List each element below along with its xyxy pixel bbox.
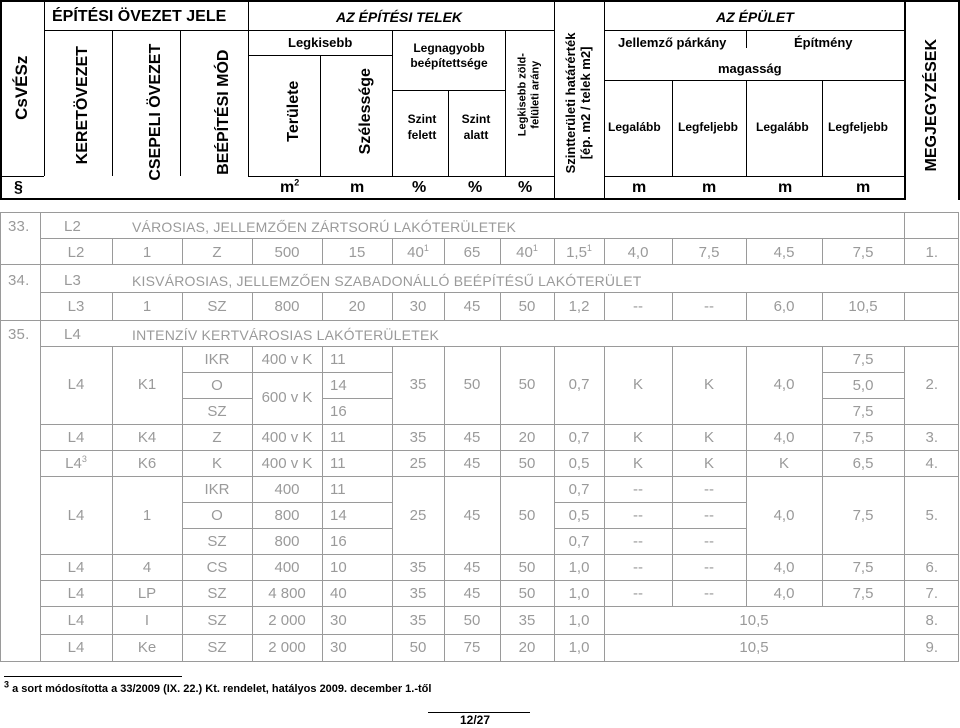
header-legfeljebb-2: Legfeljebb: [828, 120, 889, 134]
header-epitesi-ovezet-jele: ÉPÍTÉSI ÖVEZET JELE: [52, 8, 227, 25]
unit-m-d: m: [856, 179, 871, 196]
header-szelessege: Szélessége: [356, 68, 374, 155]
page-number: 12/27: [460, 713, 491, 727]
header-csvesz: CsVÉSz: [12, 55, 32, 120]
header-legalabb-1: Legalább: [608, 120, 661, 134]
footnote-rule: [4, 676, 182, 677]
unit-m-a: m: [632, 179, 647, 196]
header-beepitesi-mod: BEÉPÍTÉSI MÓD: [214, 49, 232, 175]
header-legkisebb: Legkisebb: [288, 35, 353, 50]
header-legnagyobb-beepitettseg: Legnagyobb beépítettsége: [410, 41, 488, 70]
header-jellemzo-parkany: Jellemző párkány: [618, 35, 727, 50]
header-legalabb-2: Legalább: [756, 120, 809, 134]
header-szint-alatt: Szint alatt: [461, 112, 491, 142]
header-zoldfelulet: Legkisebb zöld- felületi arány: [516, 53, 541, 137]
unit-m-b: m: [702, 179, 717, 196]
header-csepeli-ovezet: CSEPELI ÖVEZET: [146, 43, 164, 181]
unit-pct-1: %: [412, 179, 427, 196]
header-magassag: magasság: [718, 61, 782, 76]
header-legfeljebb-1: Legfeljebb: [678, 120, 739, 134]
header-epitmeny: Építmény: [794, 35, 853, 50]
header-az-epitesi-telek: AZ ÉPÍTÉSI TELEK: [336, 9, 463, 25]
header-megjegyzesek: MEGJEGYZÉSEK: [922, 38, 940, 172]
header-szintteruleti: Szintterületi határérték [ép. m2 / telek m2]: [563, 32, 593, 174]
document-page: CsVÉSz ÉPÍTÉSI ÖVEZET JELE KERETÖVEZET CSEPELI ÖVEZET BEÉPÍTÉSI MÓD AZ ÉPÍTÉSI TELEK Legkisebb Területe Szélessége Legnagyobb beépítettsége Szint felett Szint alatt Legkisebb zöld- felületi arány Szintterületi határérték [ép. m2 / telek m2] AZ ÉPÜLET Jellemző párkány Építmény magasság Legalább Legfeljebb Legalább Legfeljebb MEGJEGYZÉSEK § $m^2$ m % % % m m m m 33. L2 VÁROSIAS, JELLEMZŐEN ZÁRTSORÚ LAKÓTERÜLETEK 34. L3 KISVÁROSIAS, JELLEMZŐEN SZABADONÁLLÓ BEÉPÍTÉSŰ LAKÓTERÜLET 35. L4 INTENZÍV KERTVÁROSIAS LAKÓTERÜLETEK L2 1 Z 500 15 $40^1$ 65 $40^1$ $1,5^1$ 4,0 7,5 4,5 7,5 1. L3 1 SZ 800 20 30 45 50 1,2 -- -- 6,0 10,5 L4 K1 IKR O SZ 400 v K 600 v K 11 14 16 35 50 50 0,7 K K 4,0 7,5 5,0 7,5 2. L4 K4 Z 400 v K 11 35 45 20 0,7 K K 4,0 7,5 3. $L4^3$ K6 K 400 v K 11 25 45 50 0,5 K K K 6,5 4. L4 1 IKR O SZ 400 800 800 11 14 16 25 45 50 0,7 0,5 0,7 -- -- -- -- -- -- 4,0 7,5 5. L4 4 CS 400 10 35 45 50 1,0 -- -- 4,0 7,5 6. L4 LP SZ 4 800 40 35 45 50 1,0 -- -- 4,0 7,5 7. L4 I SZ 2 000 30 35 50 35 1,0 10,5 8. L4 Ke SZ 2 000 30 50 75 20 1,0 10,5 9. $^3$ a sort módosította a 33/2009 (IX. 22.) Kt. rendelet, hatályos 2009. december 1.-től 12/27: [0, 0, 960, 728]
unit-m2: $m^2$: [280, 177, 300, 196]
header-az-epulet: AZ ÉPÜLET: [716, 9, 794, 25]
header-terulete: Területe: [284, 80, 302, 142]
header-keretovezet: KERETÖVEZET: [73, 46, 91, 165]
header-szint-felett: Szint felett: [407, 112, 437, 142]
footnote: $^3$ a sort módosította a 33/2009 (IX. 22.) Kt. rendelet, hatályos 2009. december 1.-től: [4, 679, 432, 695]
unit-m-c: m: [778, 179, 793, 196]
unit-m: m: [350, 179, 365, 196]
unit-section-sign: §: [14, 179, 23, 196]
unit-pct-2: %: [468, 179, 483, 196]
unit-pct-3: %: [518, 179, 533, 196]
